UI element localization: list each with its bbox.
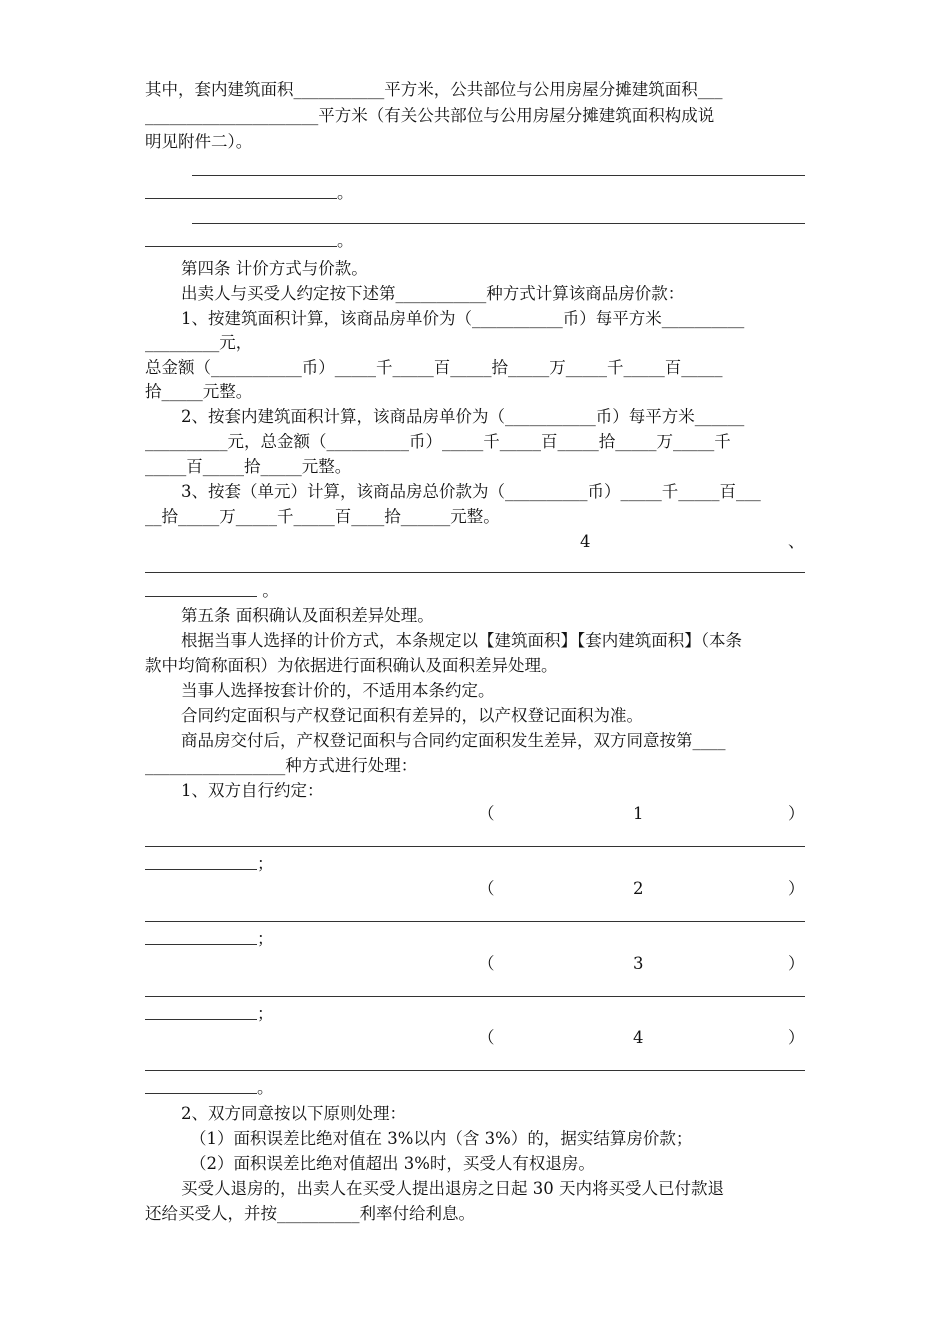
blank-line[interactable] — [145, 846, 805, 847]
item-number: 4 — [633, 1028, 644, 1047]
option-1-title: 1、双方自行约定： — [181, 781, 324, 800]
blank-line-end: ； — [145, 853, 807, 875]
blank-line[interactable] — [192, 223, 805, 224]
item-open-paren: （ — [478, 954, 495, 973]
item-close-paren: ） — [788, 1028, 805, 1047]
blank-line-end: ； — [145, 1003, 807, 1025]
refund-line-b: 还给买受人，并按__________利率付给利息。 — [145, 1204, 475, 1223]
blank-line[interactable] — [145, 921, 805, 922]
item-open-paren: （ — [478, 804, 495, 823]
rule-1: （1）面积误差比绝对值在 3%以内（含 3%）的，据实结算房价款； — [190, 1129, 693, 1148]
blank-line-end: 。 — [145, 182, 807, 204]
area-line-3: 明见附件二）。 — [145, 132, 253, 151]
article-4-intro: 出卖人与买受人约定按下述第___________种方式计算该商品房价款： — [181, 284, 685, 303]
method-1-line-d: 拾_____元整。 — [145, 382, 253, 401]
method-4-mark: 、 — [788, 532, 805, 551]
area-line-1: 其中，套内建筑面积___________平方米，公共部位与公用房屋分摊建筑面积___ — [145, 80, 723, 99]
method-2-line-c: _____百_____拾_____元整。 — [145, 457, 352, 476]
article-5-para-4a: 商品房交付后，产权登记面积与合同约定面积发生差异，双方同意按第____ — [181, 731, 726, 750]
article-5-para-1b: 款中均简称面积）为依据进行面积确认及面积差异处理。 — [145, 656, 558, 675]
method-3-line-b: __拾_____万_____千_____百____拾______元整。 — [145, 507, 500, 526]
blank-line[interactable] — [145, 572, 805, 573]
blank-line[interactable] — [145, 996, 805, 997]
method-2-line-a: 2、按套内建筑面积计算，该商品房单价为（___________币）每平方米______ — [181, 407, 745, 426]
method-3-line-a: 3、按套（单元）计算，该商品房总价款为（__________币）_____千_____百___ — [181, 482, 761, 501]
item-number: 3 — [633, 954, 644, 973]
method-1-line-a: 1、按建筑面积计算，该商品房单价为（___________币）每平方米__________ — [181, 309, 745, 328]
method-4-number: 4 — [580, 532, 591, 551]
item-close-paren: ） — [788, 954, 805, 973]
article-4-title: 第四条 计价方式与价款。 — [181, 259, 368, 278]
item-close-paren: ） — [788, 804, 805, 823]
blank-line-end: 。 — [145, 230, 807, 252]
blank-line[interactable] — [145, 1070, 805, 1071]
article-5-para-4b: _________________种方式进行处理： — [145, 756, 418, 775]
article-5-title: 第五条 面积确认及面积差异处理。 — [181, 606, 434, 625]
blank-line-end: 。 — [145, 580, 807, 602]
item-close-paren: ） — [788, 879, 805, 898]
article-5-para-3: 合同约定面积与产权登记面积有差异的，以产权登记面积为准。 — [181, 706, 643, 725]
method-1-line-b: _________元， — [145, 333, 253, 352]
rule-2: （2）面积误差比绝对值超出 3%时，买受人有权退房。 — [190, 1154, 595, 1173]
article-5-para-2: 当事人选择按套计价的，不适用本条约定。 — [181, 681, 495, 700]
area-line-2: _____________________平方米（有关公共部位与公用房屋分摊建筑面积构成说 — [145, 106, 715, 125]
refund-line-a: 买受人退房的，出卖人在买受人提出退房之日起 30 天内将买受人已付款退 — [181, 1179, 724, 1198]
blank-line-end: 。 — [145, 1077, 807, 1099]
method-1-line-c: 总金额（___________币）_____千_____百_____拾_____万_____千_____百_____ — [145, 358, 723, 377]
item-open-paren: （ — [478, 1028, 495, 1047]
article-5-para-1a: 根据当事人选择的计价方式，本条规定以【建筑面积】【套内建筑面积】（本条 — [181, 631, 742, 650]
method-2-line-b: __________元，总金额（__________币）_____千_____百_____拾_____万_____千 — [145, 432, 731, 451]
option-2-title: 2、双方同意按以下原则处理： — [181, 1104, 406, 1123]
item-number: 1 — [633, 804, 644, 823]
item-open-paren: （ — [478, 879, 495, 898]
blank-line-end: ； — [145, 928, 807, 950]
blank-line[interactable] — [192, 175, 805, 176]
item-number: 2 — [633, 879, 644, 898]
